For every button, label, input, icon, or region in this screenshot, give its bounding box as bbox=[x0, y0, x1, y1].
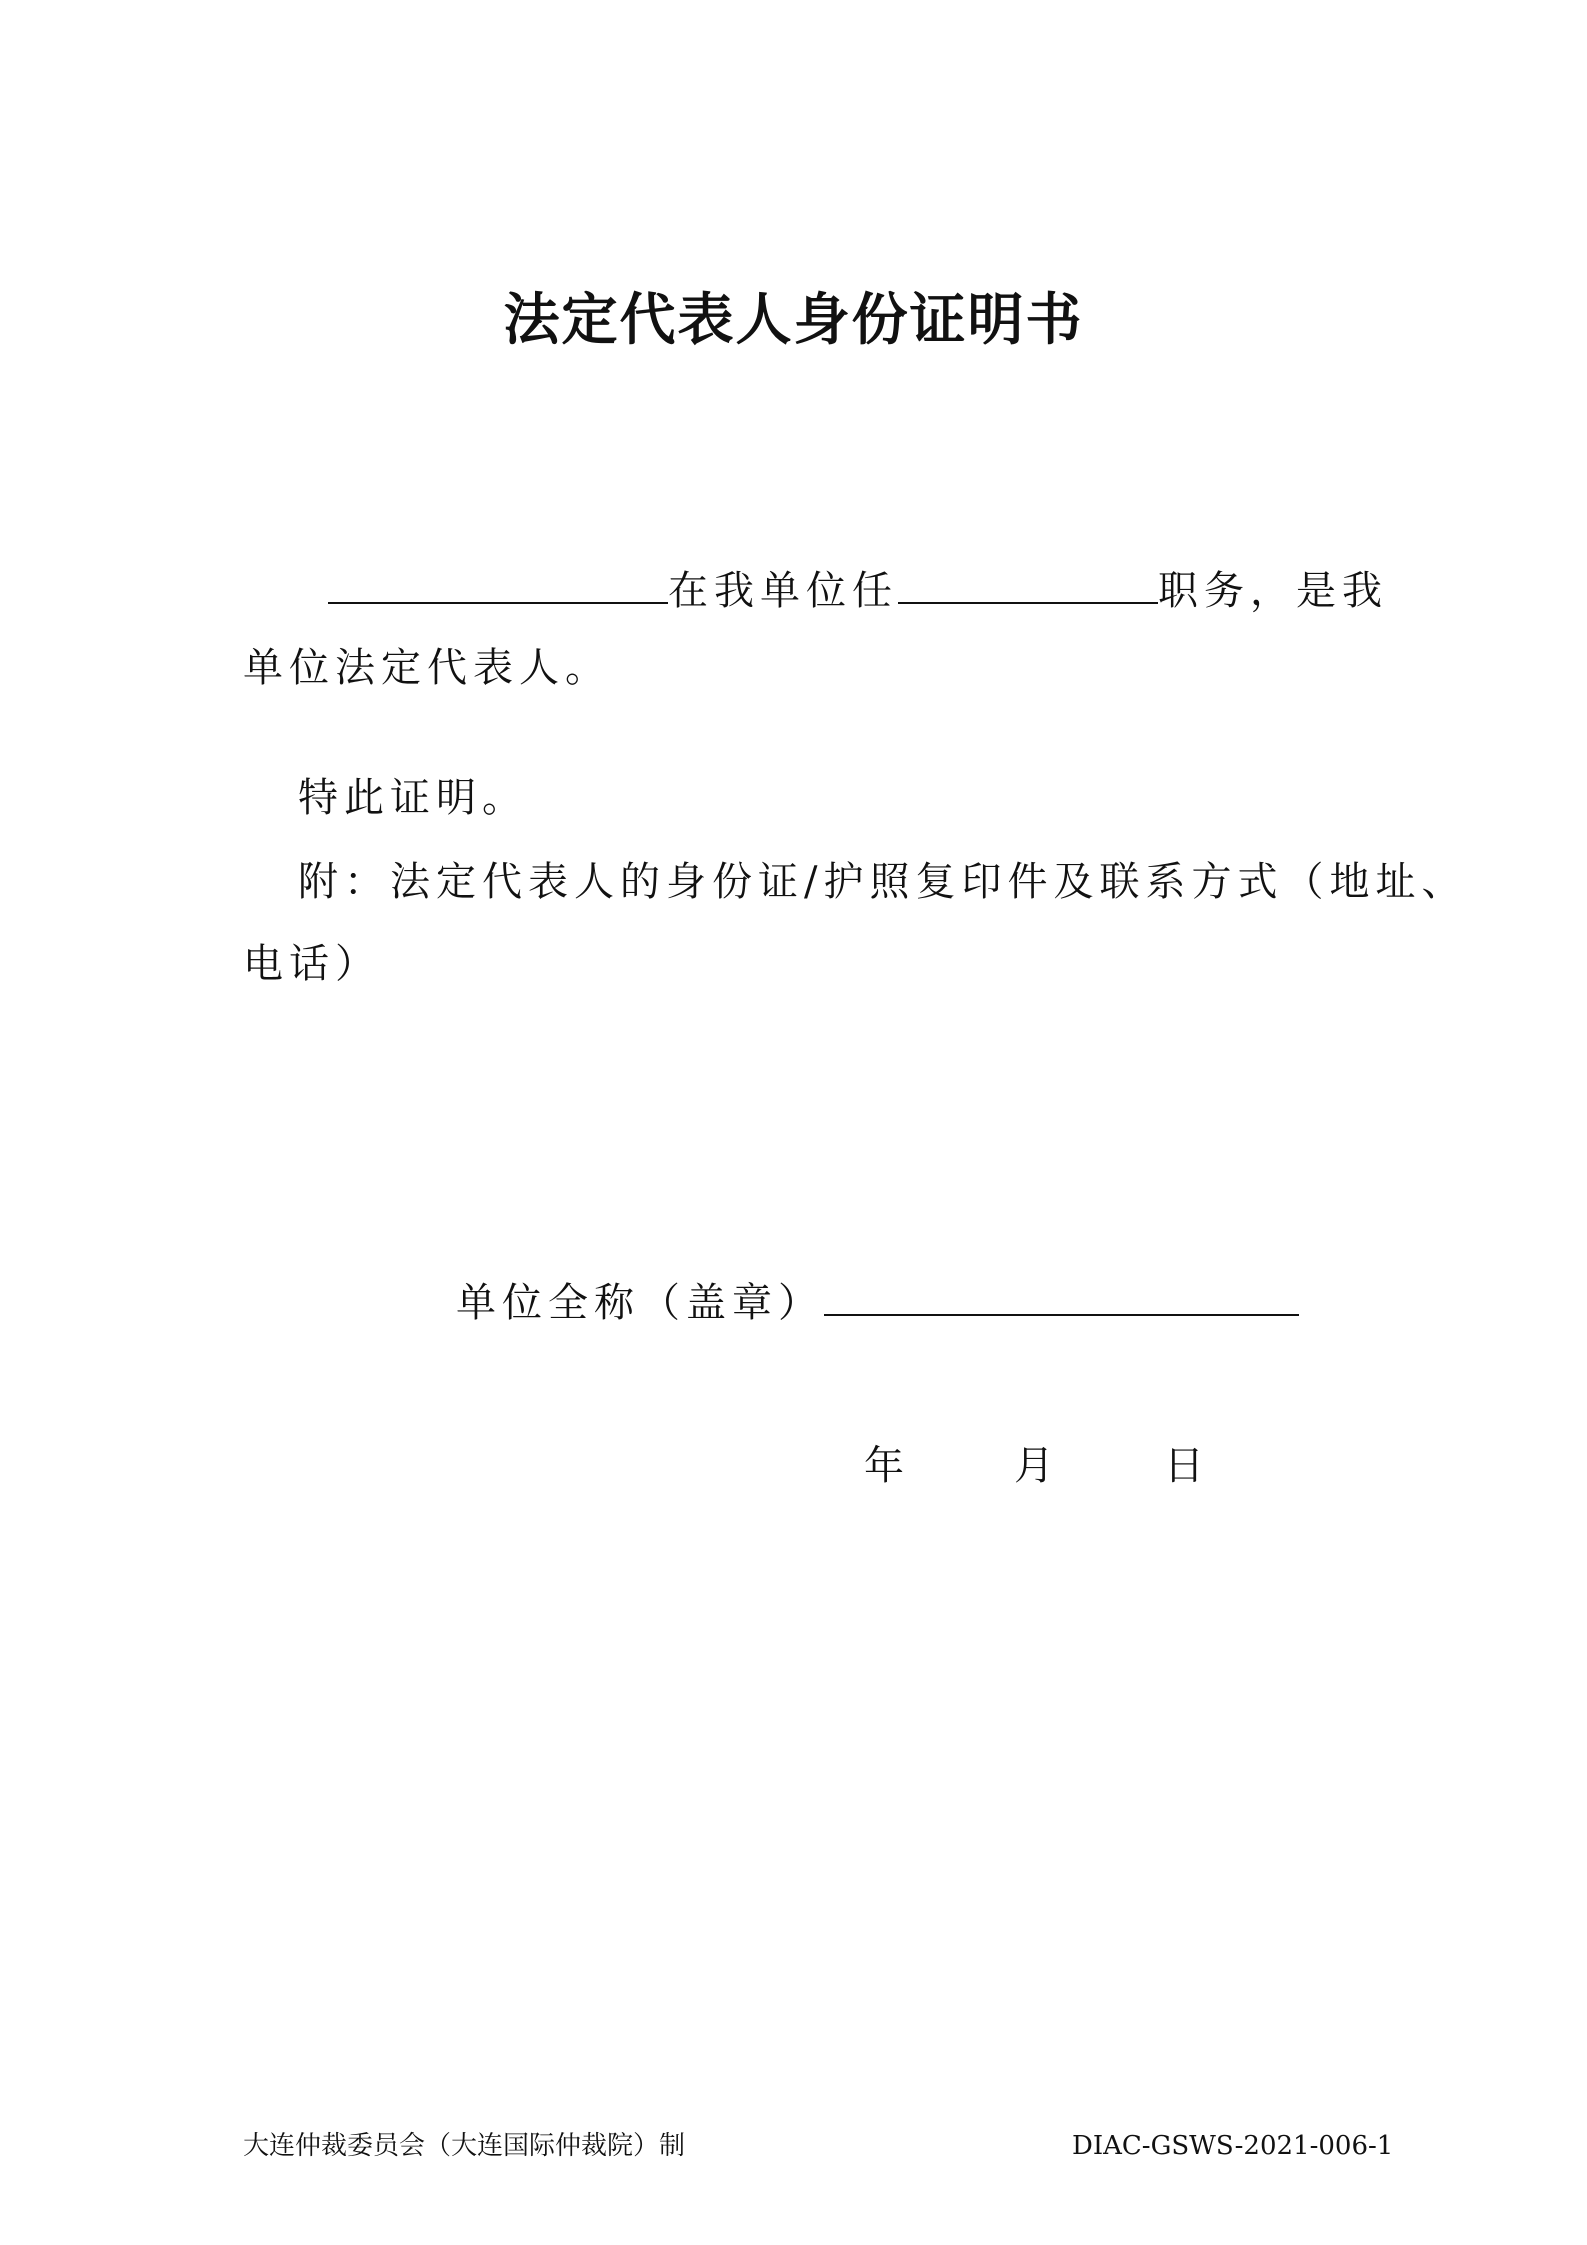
statement-line-2: 单位法定代表人。 bbox=[243, 645, 611, 691]
attachment-line-2: 电话） bbox=[243, 941, 381, 987]
statement-before-position: 在我单位任 bbox=[668, 568, 898, 614]
statement-line-1 bbox=[328, 562, 1388, 619]
signature-line bbox=[456, 1274, 1299, 1331]
statement-after-position: 职务，是我 bbox=[1158, 568, 1388, 614]
footer-code: DIAC-GSWS-2021-006-1 bbox=[1072, 2131, 1394, 2161]
signature-label: 单位全称（盖章） bbox=[456, 1280, 824, 1326]
date-month: 月 bbox=[1014, 1443, 1054, 1489]
date-year: 年 bbox=[864, 1443, 904, 1489]
attachment-line-1: 附：法定代表人的身份证/护照复印件及联系方式（地址、 bbox=[298, 859, 1468, 905]
name-blank[interactable] bbox=[328, 562, 668, 604]
seal-blank[interactable] bbox=[824, 1274, 1299, 1316]
date-day: 日 bbox=[1164, 1443, 1204, 1489]
footer-issuer: 大连仲裁委员会（大连国际仲裁院）制 bbox=[243, 2131, 686, 2161]
document-title: 法定代表人身份证明书 bbox=[503, 287, 1084, 353]
position-blank[interactable] bbox=[898, 562, 1158, 604]
certify-text: 特此证明。 bbox=[298, 775, 528, 821]
